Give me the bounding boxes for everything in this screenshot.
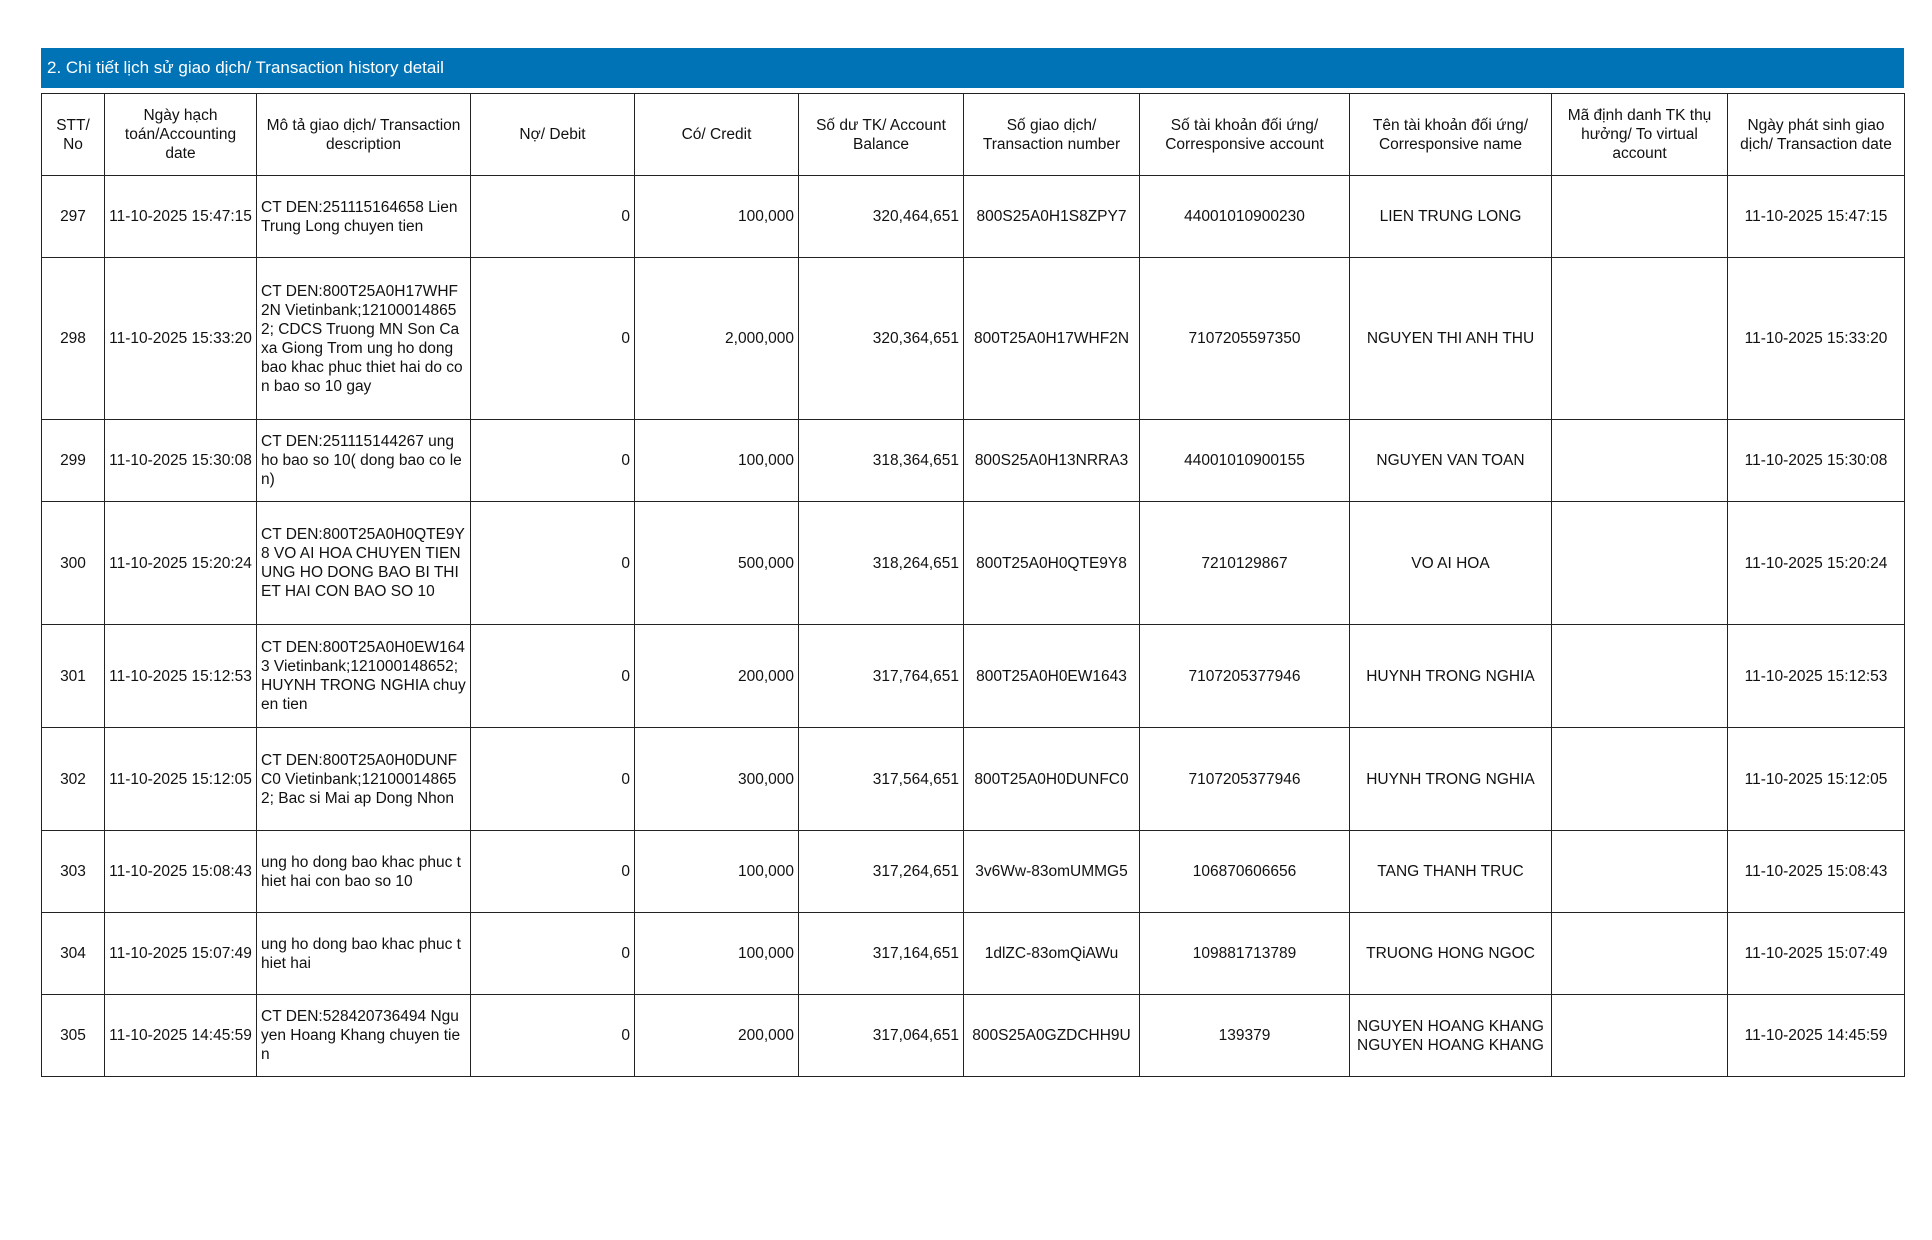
col-header-accounting-date: Ngày hạch toán/Accounting date: [105, 94, 257, 176]
section-title-bar: [41, 48, 1904, 88]
table-row: [42, 502, 1905, 625]
table-row: [42, 913, 1905, 995]
cell-no: 298: [42, 258, 105, 420]
cell-virtual-account: [1552, 420, 1728, 502]
cell-corr-name: TANG THANH TRUC: [1350, 831, 1552, 913]
col-header-txn-date: Ngày phát sinh giao dịch/ Transaction date: [1728, 94, 1905, 176]
cell-virtual-account: [1552, 728, 1728, 831]
cell-virtual-account: [1552, 502, 1728, 625]
cell-txn-date: 11-10-2025 15:08:43: [1728, 831, 1905, 913]
col-header-txn-number: Số giao dịch/ Transaction number: [964, 94, 1140, 176]
table-header-row: [42, 94, 1905, 176]
cell-credit: 200,000: [635, 995, 799, 1077]
cell-corr-account: 139379: [1140, 995, 1350, 1077]
cell-txn-number: 800S25A0H1S8ZPY7: [964, 176, 1140, 258]
col-header-balance: Số dư TK/ Account Balance: [799, 94, 964, 176]
cell-virtual-account: [1552, 995, 1728, 1077]
cell-corr-name: NGUYEN HOANG KHANG NGUYEN HOANG KHANG: [1350, 995, 1552, 1077]
table-row: [42, 176, 1905, 258]
cell-corr-name: LIEN TRUNG LONG: [1350, 176, 1552, 258]
cell-credit: 300,000: [635, 728, 799, 831]
cell-virtual-account: [1552, 625, 1728, 728]
cell-txn-number: 800T25A0H0QTE9Y8: [964, 502, 1140, 625]
cell-txn-date: 11-10-2025 14:45:59: [1728, 995, 1905, 1077]
cell-debit: 0: [471, 420, 635, 502]
cell-balance: 317,264,651: [799, 831, 964, 913]
cell-corr-account: 7107205377946: [1140, 728, 1350, 831]
cell-txn-date: 11-10-2025 15:33:20: [1728, 258, 1905, 420]
cell-corr-name: VO AI HOA: [1350, 502, 1552, 625]
cell-txn-date: 11-10-2025 15:07:49: [1728, 913, 1905, 995]
cell-txn-number: 800T25A0H17WHF2N: [964, 258, 1140, 420]
cell-accounting-date: 11-10-2025 15:08:43: [105, 831, 257, 913]
cell-balance: 317,064,651: [799, 995, 964, 1077]
cell-no: 302: [42, 728, 105, 831]
table-row: [42, 831, 1905, 913]
col-header-debit: Nợ/ Debit: [471, 94, 635, 176]
table-row: [42, 728, 1905, 831]
table-row: [42, 258, 1905, 420]
cell-description: CT DEN:251115144267 ung ho bao so 10( dong bao co len): [257, 420, 471, 502]
section-title: 2. Chi tiết lịch sử giao dịch/ Transaction history detail: [47, 58, 444, 77]
cell-description: CT DEN:800T25A0H0EW1643 Vietinbank;121000148652; HUYNH TRONG NGHIA chuyen tien: [257, 625, 471, 728]
cell-description: CT DEN:800T25A0H17WHF2N Vietinbank;121000148652; CDCS Truong MN Son Ca xa Giong Trom ung ho dong bao khac phuc thiet hai do con bao so 10 gay: [257, 258, 471, 420]
cell-no: 299: [42, 420, 105, 502]
cell-debit: 0: [471, 502, 635, 625]
cell-corr-name: HUYNH TRONG NGHIA: [1350, 625, 1552, 728]
cell-txn-date: 11-10-2025 15:47:15: [1728, 176, 1905, 258]
cell-txn-number: 800T25A0H0DUNFC0: [964, 728, 1140, 831]
table-row: [42, 420, 1905, 502]
table-row: [42, 995, 1905, 1077]
cell-corr-account: 44001010900155: [1140, 420, 1350, 502]
col-header-virtual-account: Mã định danh TK thụ hưởng/ To virtual account: [1552, 94, 1728, 176]
cell-corr-name: HUYNH TRONG NGHIA: [1350, 728, 1552, 831]
cell-txn-number: 3v6Ww-83omUMMG5: [964, 831, 1140, 913]
cell-accounting-date: 11-10-2025 15:20:24: [105, 502, 257, 625]
cell-no: 303: [42, 831, 105, 913]
cell-accounting-date: 11-10-2025 15:30:08: [105, 420, 257, 502]
transaction-history-table: [41, 93, 1905, 1077]
cell-corr-name: TRUONG HONG NGOC: [1350, 913, 1552, 995]
cell-debit: 0: [471, 728, 635, 831]
cell-balance: 320,364,651: [799, 258, 964, 420]
table-row: [42, 625, 1905, 728]
cell-txn-date: 11-10-2025 15:20:24: [1728, 502, 1905, 625]
cell-debit: 0: [471, 913, 635, 995]
cell-debit: 0: [471, 258, 635, 420]
cell-description: CT DEN:800T25A0H0DUNFC0 Vietinbank;121000148652; Bac si Mai ap Dong Nhon: [257, 728, 471, 831]
cell-corr-account: 109881713789: [1140, 913, 1350, 995]
col-header-description: Mô tả giao dịch/ Transaction description: [257, 94, 471, 176]
cell-balance: 318,264,651: [799, 502, 964, 625]
col-header-corr-account: Số tài khoản đối ứng/ Corresponsive account: [1140, 94, 1350, 176]
cell-credit: 100,000: [635, 176, 799, 258]
cell-description: CT DEN:528420736494 Nguyen Hoang Khang chuyen tien: [257, 995, 471, 1077]
cell-corr-account: 106870606656: [1140, 831, 1350, 913]
cell-credit: 200,000: [635, 625, 799, 728]
cell-corr-account: 7107205377946: [1140, 625, 1350, 728]
cell-balance: 318,364,651: [799, 420, 964, 502]
cell-description: ung ho dong bao khac phuc thiet hai con bao so 10: [257, 831, 471, 913]
cell-corr-account: 7210129867: [1140, 502, 1350, 625]
cell-txn-date: 11-10-2025 15:12:53: [1728, 625, 1905, 728]
cell-corr-account: 44001010900230: [1140, 176, 1350, 258]
cell-description: CT DEN:800T25A0H0QTE9Y8 VO AI HOA CHUYEN TIEN UNG HO DONG BAO BI THIET HAI CON BAO SO 10: [257, 502, 471, 625]
cell-debit: 0: [471, 995, 635, 1077]
cell-txn-number: 800S25A0H13NRRA3: [964, 420, 1140, 502]
cell-accounting-date: 11-10-2025 14:45:59: [105, 995, 257, 1077]
cell-txn-number: 1dlZC-83omQiAWu: [964, 913, 1140, 995]
cell-txn-date: 11-10-2025 15:12:05: [1728, 728, 1905, 831]
cell-balance: 320,464,651: [799, 176, 964, 258]
cell-debit: 0: [471, 831, 635, 913]
cell-credit: 100,000: [635, 913, 799, 995]
col-header-no: STT/ No: [42, 94, 105, 176]
cell-virtual-account: [1552, 831, 1728, 913]
cell-balance: 317,764,651: [799, 625, 964, 728]
cell-balance: 317,564,651: [799, 728, 964, 831]
cell-virtual-account: [1552, 176, 1728, 258]
cell-credit: 2,000,000: [635, 258, 799, 420]
cell-accounting-date: 11-10-2025 15:33:20: [105, 258, 257, 420]
cell-debit: 0: [471, 625, 635, 728]
cell-debit: 0: [471, 176, 635, 258]
cell-txn-number: 800T25A0H0EW1643: [964, 625, 1140, 728]
cell-accounting-date: 11-10-2025 15:12:53: [105, 625, 257, 728]
cell-no: 304: [42, 913, 105, 995]
cell-credit: 100,000: [635, 831, 799, 913]
cell-accounting-date: 11-10-2025 15:07:49: [105, 913, 257, 995]
col-header-corr-name: Tên tài khoản đối ứng/ Corresponsive name: [1350, 94, 1552, 176]
cell-corr-account: 7107205597350: [1140, 258, 1350, 420]
cell-corr-name: NGUYEN THI ANH THU: [1350, 258, 1552, 420]
cell-credit: 100,000: [635, 420, 799, 502]
cell-txn-date: 11-10-2025 15:30:08: [1728, 420, 1905, 502]
cell-txn-number: 800S25A0GZDCHH9U: [964, 995, 1140, 1077]
cell-credit: 500,000: [635, 502, 799, 625]
cell-description: ung ho dong bao khac phuc thiet hai: [257, 913, 471, 995]
cell-no: 300: [42, 502, 105, 625]
cell-balance: 317,164,651: [799, 913, 964, 995]
col-header-credit: Có/ Credit: [635, 94, 799, 176]
cell-accounting-date: 11-10-2025 15:12:05: [105, 728, 257, 831]
cell-description: CT DEN:251115164658 Lien Trung Long chuyen tien: [257, 176, 471, 258]
cell-no: 297: [42, 176, 105, 258]
cell-corr-name: NGUYEN VAN TOAN: [1350, 420, 1552, 502]
cell-accounting-date: 11-10-2025 15:47:15: [105, 176, 257, 258]
cell-virtual-account: [1552, 258, 1728, 420]
cell-no: 301: [42, 625, 105, 728]
cell-virtual-account: [1552, 913, 1728, 995]
cell-no: 305: [42, 995, 105, 1077]
